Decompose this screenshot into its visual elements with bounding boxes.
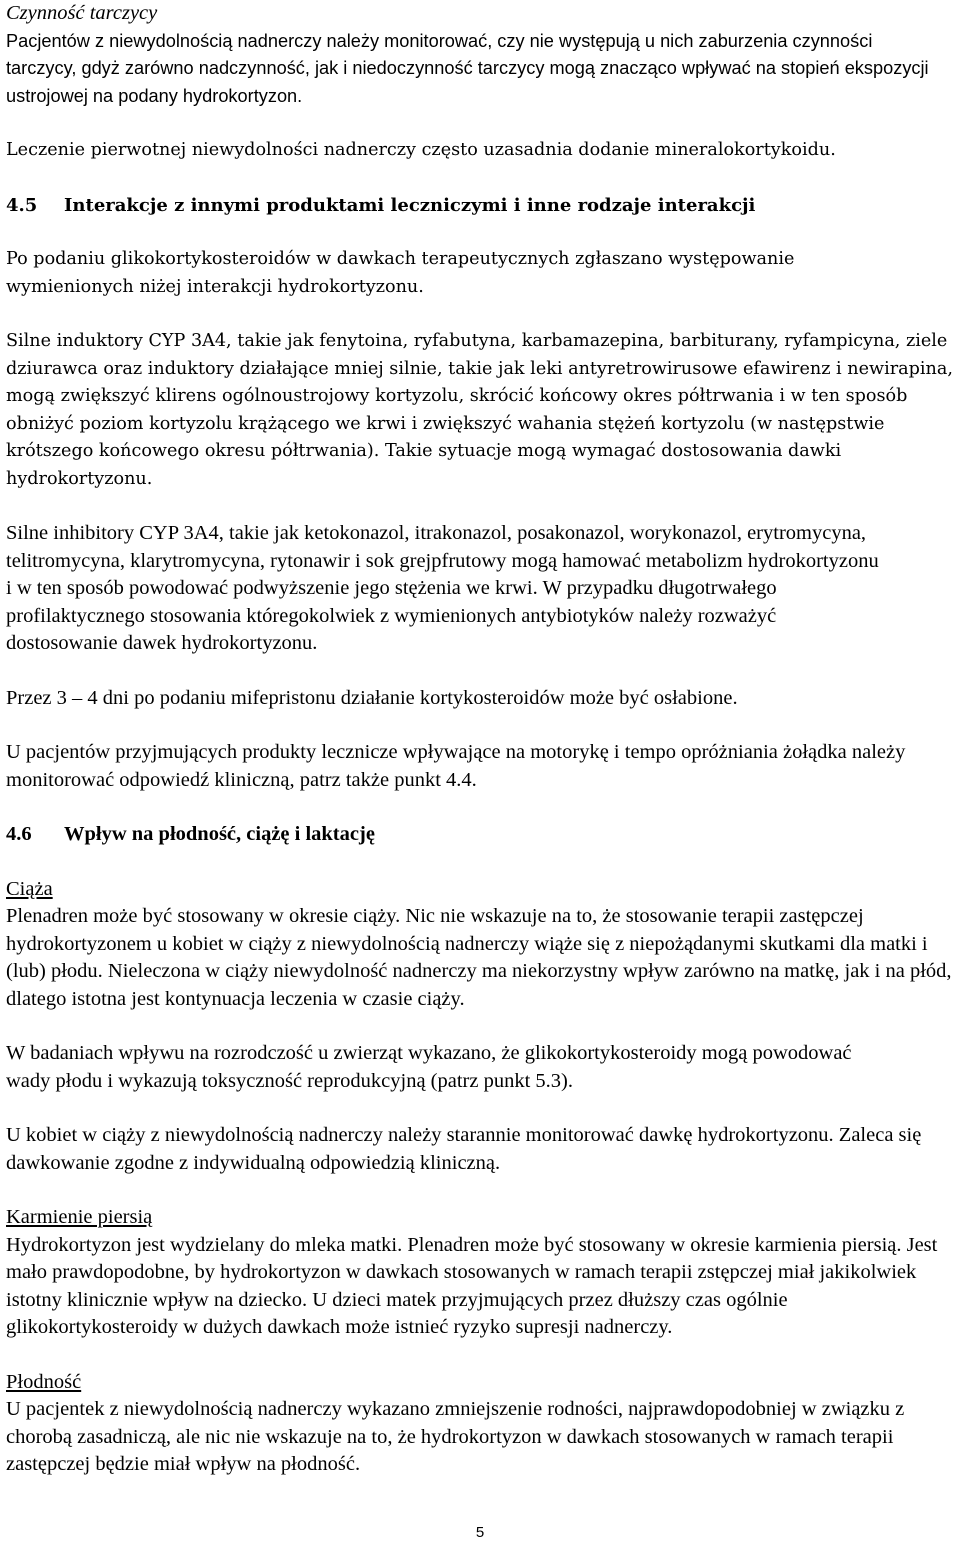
breastfeeding-paragraph: Hydrokortyzon jest wydzielany do mleka matki. Plenadren może być stosowany w okresie karmienia piersią. Jest mało prawdopodobne, by hydrokortyzon w dawkach stosowanych w ramach terapii zstępczej miał jakikolwiek istotny klinicznie wpływ na dziecko. U dzieci matek przyjmujących przez dłuższy czas ogólnie glikokortykosteroidy w dużych dawkach może istnieć ryzyko supresji nadnerczy. [6, 1233, 938, 1338]
section-4-6-number: 4.6 [6, 823, 32, 845]
thyroid-paragraph-1: Pacjentów z niewydolnością nadnerczy należy monitorować, czy nie występują u nich zaburzenia czynności tarczycy, gdyż zarówno nadczynność, jak i niedoczynność tarczycy mogą znacząco wpływać na stopień ekspozycji ustrojowej na podany hydrokortyzon. [6, 30, 929, 106]
section-4-5-title: Interakcje z innymi produktami leczniczymi i inne rodzaje interakcji [64, 194, 756, 216]
thyroid-heading: Czynność tarczycy [6, 2, 158, 24]
section-4-5-number: 4.5 [6, 194, 38, 216]
pregnancy-paragraph-3: U kobiet w ciąży z niewydolnością nadnerczy należy starannie monitorować dawkę hydrokortyzonu. Zaleca się dawkowanie zgodne z indywidualną odpowiedzią kliniczną. [6, 1124, 922, 1174]
interactions-paragraph-2: Silne induktory CYP 3A4, takie jak fenytoina, ryfabutyna, karbamazepina, barbiturany, ryfampicyna, ziele dziurawca oraz induktory działające mniej silnie, takie jak leki antyretrowirusowe efawirenz i newirapina, mogą zwiększyć klirens ogólnoustrojowy kortyzolu, skrócić końcowy okres półtrwania i w ten sposób obniżyć poziom kortyzolu krążącego we krwi i zwiększyć wahania stężeń kortyzolu (w następstwie krótszego końcowego okresu półtrwania). Takie sytuacje mogą wymagać dostosowania dawki hydrokortyzonu. [6, 331, 953, 489]
breastfeeding-subheading: Karmienie piersią [6, 1206, 153, 1228]
thyroid-paragraph-2: Leczenie pierwotnej niewydolności nadnerczy często uzasadnia dodanie mineralokortykoidu. [6, 140, 836, 160]
interactions-paragraph-1: Po podaniu glikokortykosteroidów w dawkach terapeutycznych zgłaszano występowanie wymienionych niżej interakcji hydrokortyzonu. [6, 249, 795, 297]
pregnancy-paragraph-2: W badaniach wpływu na rozrodczość u zwierząt wykazano, że glikokortykosteroidy mogą powodować wady płodu i wykazują toksyczność reprodukcyjną (patrz punkt 5.3). [6, 1042, 852, 1092]
section-4-6-heading [6, 821, 958, 849]
section-4-5-heading [6, 192, 958, 220]
fertility-subheading: Płodność [6, 1370, 82, 1393]
interactions-paragraph-4: Przez 3 – 4 dni po podaniu mifepristonu działanie kortykosteroidów może być osłabione. [6, 686, 738, 709]
page-number: 5 [475, 1524, 485, 1541]
section-4-6-title: Wpływ na płodność, ciążę i laktację [64, 823, 375, 845]
pregnancy-paragraph-1: Plenadren może być stosowany w okresie ciąży. Nic nie wskazuje na to, że stosowanie terapii zastępczej hydrokortyzonem u kobiet w ciąży z niewydolnością nadnerczy wiąże się z niepożądanymi skutkami dla matki i (lub) płodu. Nieleczona w ciąży niewydolność nadnerczy ma niekorzystny wpływ zarówno na matkę, jak i na płód, dlatego istotna jest kontynuacja leczenia w czasie ciąży. [6, 905, 952, 1010]
interactions-paragraph-5: U pacjentów przyjmujących produkty lecznicze wpływające na motorykę i tempo opróżniania żołądka należy monitorować odpowiedź kliniczną, patrz także punkt 4.4. [6, 741, 906, 791]
document-page [6, 0, 958, 1479]
fertility-paragraph: U pacjentek z niewydolnością nadnerczy wykazano zmniejszenie rodności, najprawdopodobniej w związku z chorobą zasadniczą, ale nic nie wskazuje na to, że hydrokortyzon w dawkach stosowanych w ramach terapii zastępczej będzie miał wpływ na płodność. [6, 1398, 905, 1475]
pregnancy-subheading: Ciąża [6, 877, 53, 900]
interactions-paragraph-3: Silne inhibitory CYP 3A4, takie jak ketokonazol, itrakonazol, posakonazol, worykonazol, erytromycyna, telitromycyna, klarytromycyna, rytonawir i sok grejpfrutowy mogą hamować metabolizm hydrokortyzonu i w ten sposób powodować podwyższenie jego stężenia we krwi. W przypadku długotrwałego profilaktycznego stosowania któregokolwiek z wymienionych antybiotyków należy rozważyć dostosowanie dawek hydrokortyzonu. [6, 522, 879, 654]
